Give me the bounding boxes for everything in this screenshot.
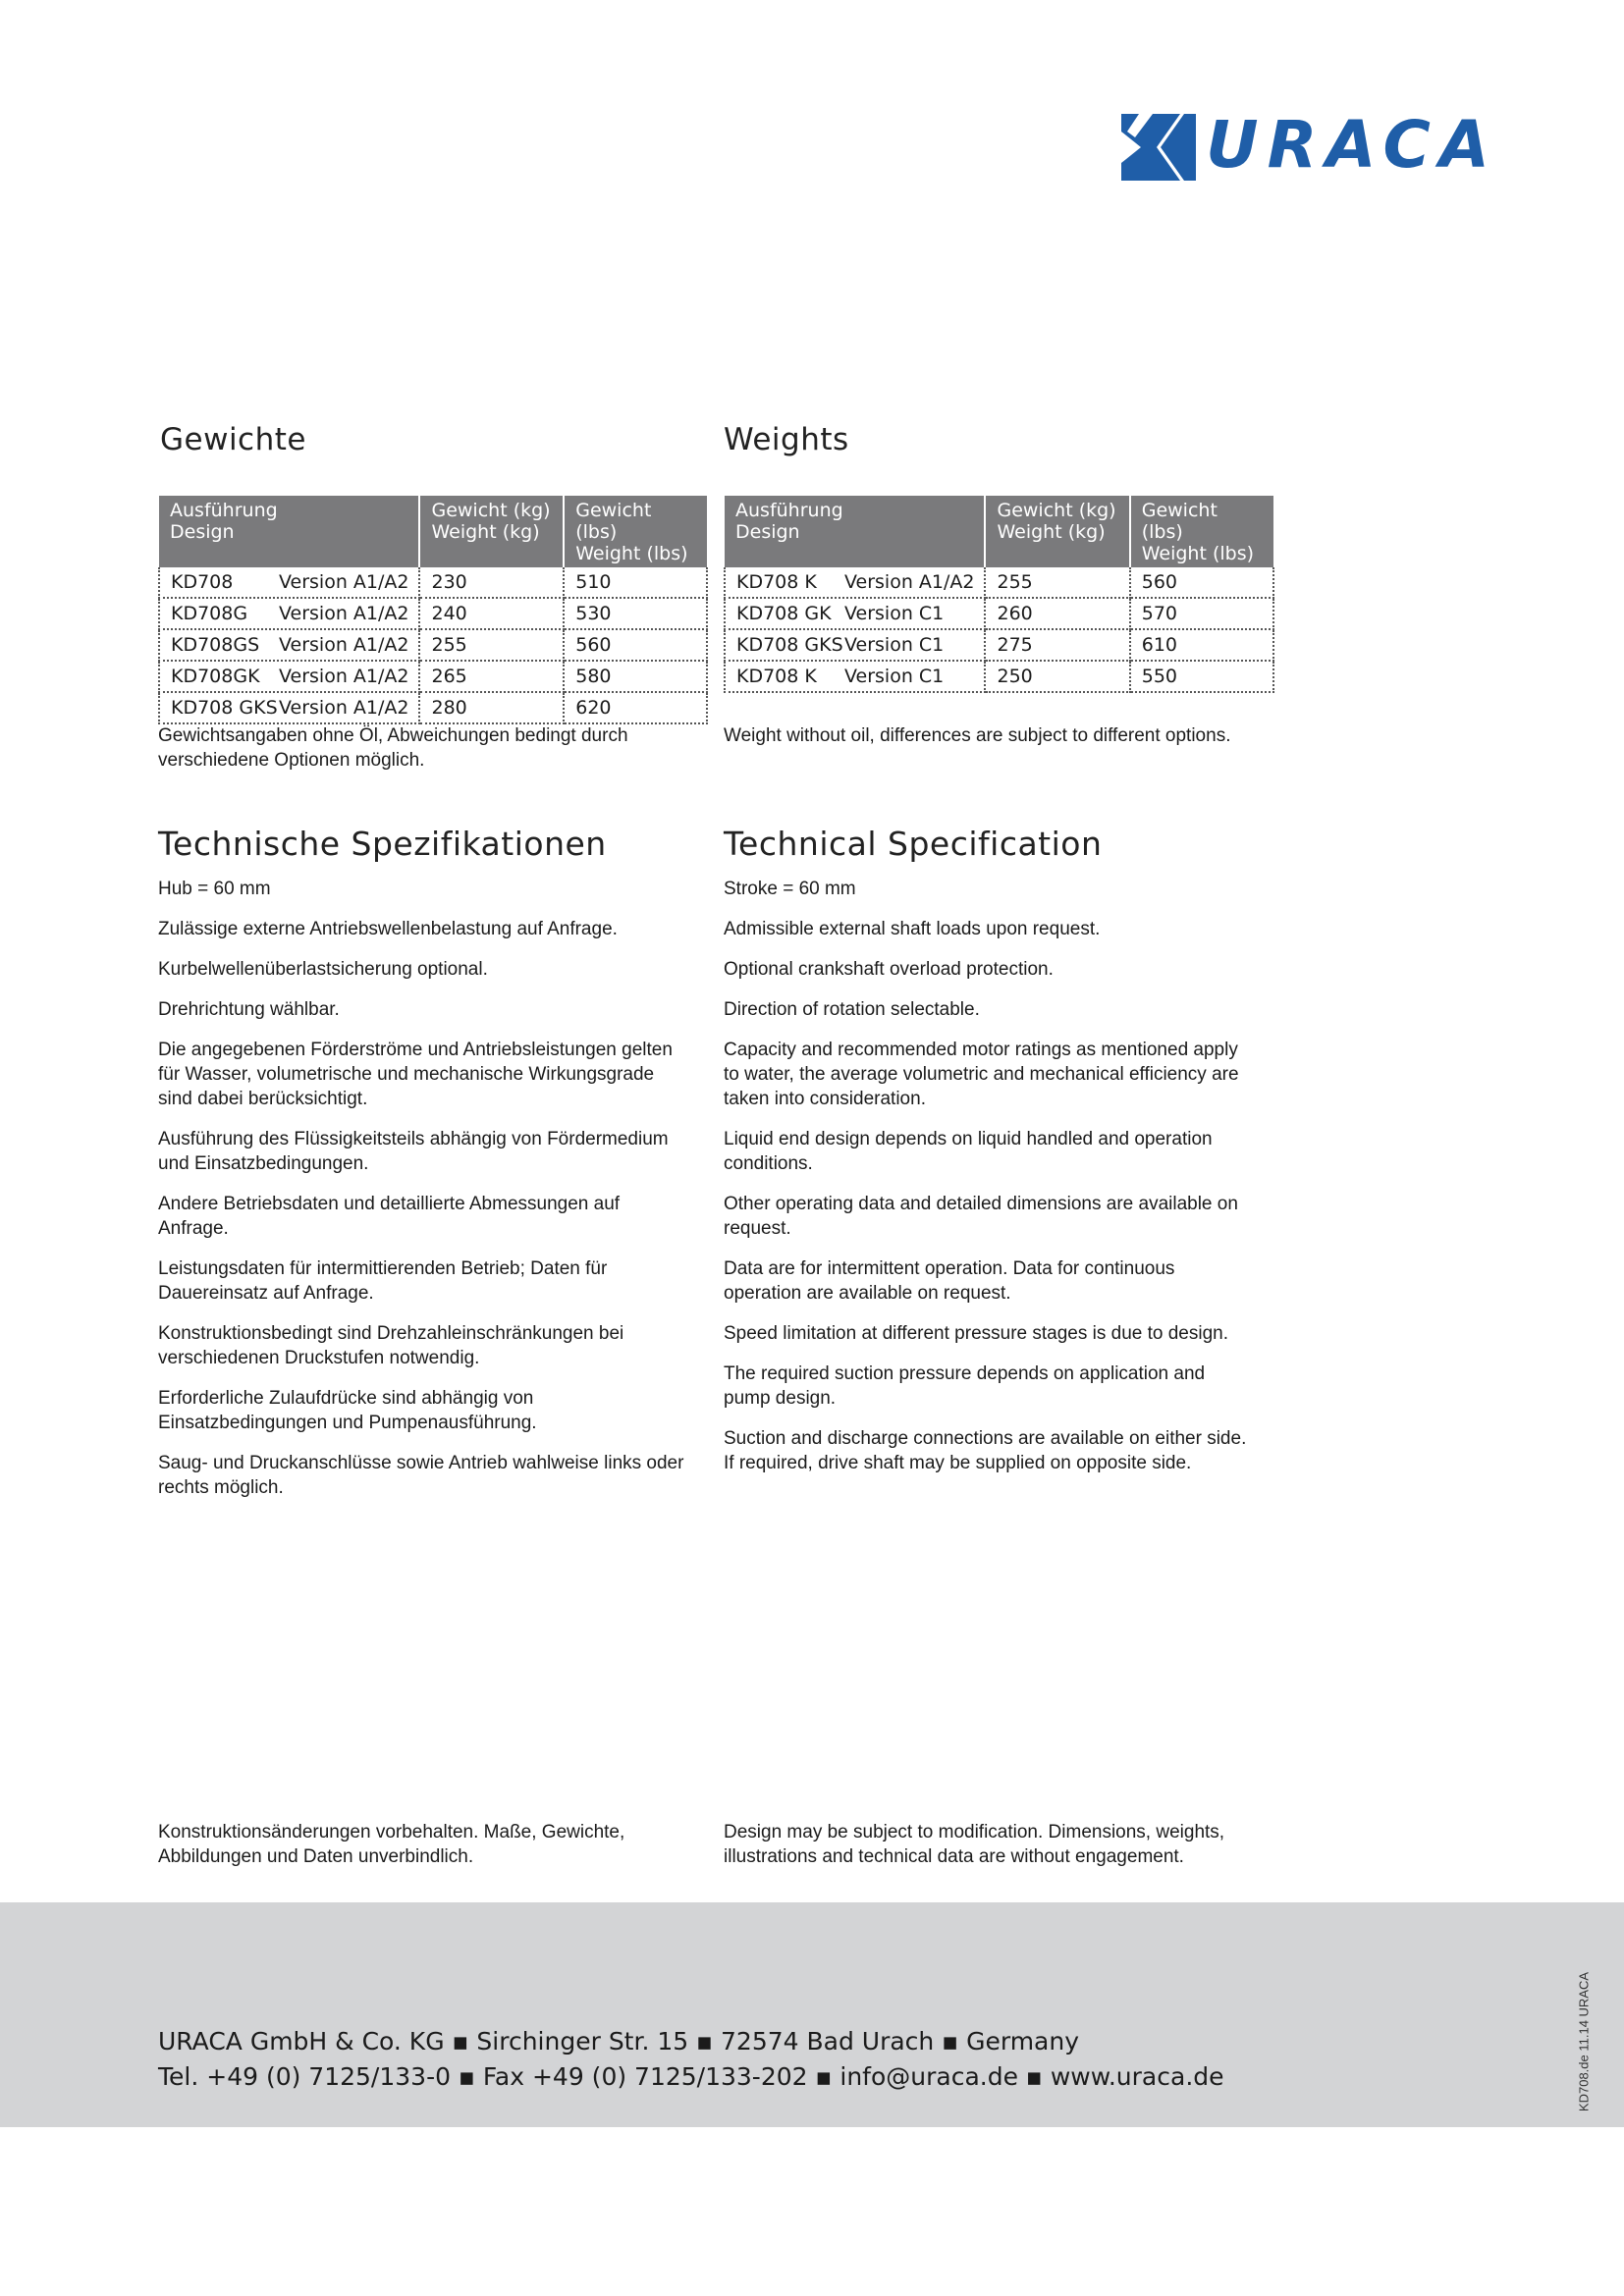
cell-weight-kg: 275: [985, 629, 1129, 661]
spec-item: Drehrichtung wählbar.: [158, 999, 340, 1020]
model-version: Version C1: [844, 666, 945, 687]
weights-table-de: [158, 496, 708, 724]
spec-item: Liquid end design depends on liquid handled and operation conditions.: [724, 1129, 1213, 1174]
cell-weight-lbs: 560: [1130, 567, 1273, 598]
disclaimer-de: Konstruktionsänderungen vorbehalten. Maße, Gewichte, Abbildungen und Daten unverbindlich.: [158, 1822, 625, 1867]
cell-weight-kg: 250: [985, 661, 1129, 692]
logo-wordmark: URACA: [1206, 107, 1498, 183]
table-row: [159, 692, 707, 723]
document-code-text: KD708.de 11.14 URACA: [1576, 1971, 1592, 2112]
weights-table-en: [724, 496, 1274, 693]
table-row: [725, 598, 1273, 629]
spec-item: Kurbelwellenüberlastsicherung optional.: [158, 959, 488, 980]
model-version: Version A1/A2: [844, 571, 975, 593]
footer-address: URACA GmbH & Co. KG ▪ Sirchinger Str. 15 ▪ 72574 Bad Urach ▪ Germany: [158, 2027, 1080, 2056]
cell-weight-lbs: 530: [564, 598, 707, 629]
model-name: KD708 K: [736, 666, 817, 687]
header-lbs: [564, 496, 707, 567]
cell-weight-kg: 255: [419, 629, 564, 661]
spec-item: Data are for intermittent operation. Data for continuous operation are available on request.: [724, 1258, 1175, 1304]
spec-item: Admissible external shaft loads upon request.: [724, 919, 1101, 939]
spec-item: Stroke = 60 mm: [724, 879, 856, 899]
table-row: [159, 567, 707, 598]
cell-design: [725, 567, 985, 598]
spec-item: Optional crankshaft overload protection.: [724, 959, 1054, 980]
table-row: [725, 567, 1273, 598]
uraca-logo: [1119, 107, 1537, 183]
cell-weight-lbs: 610: [1130, 629, 1273, 661]
weights-note-de: Gewichtsangaben ohne Öl, Abweichungen bedingt durch verschiedene Optionen möglich.: [158, 725, 628, 771]
cell-design: [725, 629, 985, 661]
cell-weight-kg: 230: [419, 567, 564, 598]
cell-weight-kg: 255: [985, 567, 1129, 598]
cell-design: [159, 692, 419, 723]
spec-item: Direction of rotation selectable.: [724, 999, 980, 1020]
model-version: Version A1/A2: [279, 697, 409, 719]
spec-list-en: [724, 877, 1254, 1491]
spec-item: Leistungsdaten für intermittierenden Betrieb; Daten für Dauereinsatz auf Anfrage.: [158, 1258, 608, 1304]
cell-weight-lbs: 580: [564, 661, 707, 692]
disclaimer-en: Design may be subject to modification. Dimensions, weights, illustrations and technical data are without engagement.: [724, 1822, 1225, 1867]
cell-weight-lbs: 620: [564, 692, 707, 723]
spec-item: Ausführung des Flüssigkeitsteils abhängig von Fördermedium und Einsatzbedingungen.: [158, 1129, 669, 1174]
cell-design: [159, 629, 419, 661]
table-header-row: [159, 496, 707, 567]
table-row: [159, 661, 707, 692]
cell-weight-kg: 240: [419, 598, 564, 629]
spec-item: The required suction pressure depends on application and pump design.: [724, 1363, 1206, 1409]
model-version: Version A1/A2: [279, 603, 409, 624]
table-header-row: [725, 496, 1273, 567]
cell-design: [159, 567, 419, 598]
model-version: Version A1/A2: [279, 634, 409, 656]
table-row: [159, 598, 707, 629]
header-lbs-de: Gewicht (lbs) Weight (lbs): [575, 500, 688, 564]
spec-item: Konstruktionsbedingt sind Drehzahleinschränkungen bei verschiedenen Druckstufen notwendig.: [158, 1323, 624, 1368]
header-design-de: Ausführung Design: [170, 500, 278, 543]
header-kg-de: Gewicht (kg) Weight (kg): [431, 500, 551, 543]
cell-weight-lbs: 560: [564, 629, 707, 661]
table-row: [159, 629, 707, 661]
cell-weight-kg: 280: [419, 692, 564, 723]
header-kg-en: Gewicht (kg) Weight (kg): [997, 500, 1116, 543]
spec-item: Erforderliche Zulaufdrücke sind abhängig von Einsatzbedingungen und Pumpenausführung.: [158, 1388, 537, 1433]
model-version: Version A1/A2: [279, 571, 409, 593]
cell-weight-lbs: 570: [1130, 598, 1273, 629]
model-version: Version A1/A2: [279, 666, 409, 687]
cell-design: [725, 661, 985, 692]
spec-title-en: Technical Specification: [724, 825, 1103, 863]
model-name: KD708 GKS: [736, 634, 843, 656]
header-design-en: Ausführung Design: [735, 500, 843, 543]
model-name: KD708: [171, 571, 234, 593]
cell-weight-kg: 265: [419, 661, 564, 692]
spec-list-de: [158, 877, 688, 1516]
spec-title-de: Technische Spezifikationen: [158, 825, 607, 863]
spec-item: Saug- und Druckanschlüsse sowie Antrieb wahlweise links oder rechts möglich.: [158, 1453, 684, 1498]
spec-item: Die angegebenen Förderströme und Antriebsleistungen gelten für Wasser, volumetrische und mechanische Wirkungsgrade sind dabei berücksichtigt.: [158, 1040, 673, 1109]
spec-item: Other operating data and detailed dimensions are available on request.: [724, 1194, 1238, 1239]
model-name: KD708G: [171, 603, 248, 624]
document-code: [1574, 1968, 1594, 2115]
spec-item: Suction and discharge connections are available on either side. If required, drive shaft may be supplied on opposite side.: [724, 1428, 1247, 1473]
cell-weight-lbs: 550: [1130, 661, 1273, 692]
spec-item: Capacity and recommended motor ratings as mentioned apply to water, the average volumetric and mechanical efficiency are taken into consideration.: [724, 1040, 1239, 1109]
model-name: KD708 GKS: [171, 697, 278, 719]
spec-item: Zulässige externe Antriebswellenbelastung auf Anfrage.: [158, 919, 618, 939]
uraca-logo-mark-icon: [1119, 112, 1198, 183]
model-name: KD708 GK: [736, 603, 832, 624]
model-name: KD708GS: [171, 634, 260, 656]
weights-note-en: Weight without oil, differences are subject to different options.: [724, 725, 1231, 746]
header-design: [159, 496, 419, 567]
model-name: KD708 K: [736, 571, 817, 593]
weights-title-en: Weights: [724, 422, 849, 457]
spec-item: Hub = 60 mm: [158, 879, 271, 899]
spec-item: Andere Betriebsdaten und detaillierte Abmessungen auf Anfrage.: [158, 1194, 621, 1239]
spec-item: Speed limitation at different pressure stages is due to design.: [724, 1323, 1229, 1344]
weights-title-de: Gewichte: [160, 422, 306, 457]
cell-design: [725, 598, 985, 629]
table-row: [725, 629, 1273, 661]
header-kg: [985, 496, 1129, 567]
footer-contact: Tel. +49 (0) 7125/133-0 ▪ Fax +49 (0) 7125/133-202 ▪ info@uraca.de ▪ www.uraca.de: [158, 2062, 1224, 2091]
header-lbs: [1130, 496, 1273, 567]
header-lbs-en: Gewicht (lbs) Weight (lbs): [1141, 500, 1255, 564]
header-kg: [419, 496, 564, 567]
cell-weight-lbs: 510: [564, 567, 707, 598]
cell-design: [159, 661, 419, 692]
model-version: Version C1: [844, 603, 945, 624]
model-version: Version C1: [844, 634, 945, 656]
model-name: KD708GK: [171, 666, 260, 687]
header-design: [725, 496, 985, 567]
table-row: [725, 661, 1273, 692]
cell-design: [159, 598, 419, 629]
cell-weight-kg: 260: [985, 598, 1129, 629]
